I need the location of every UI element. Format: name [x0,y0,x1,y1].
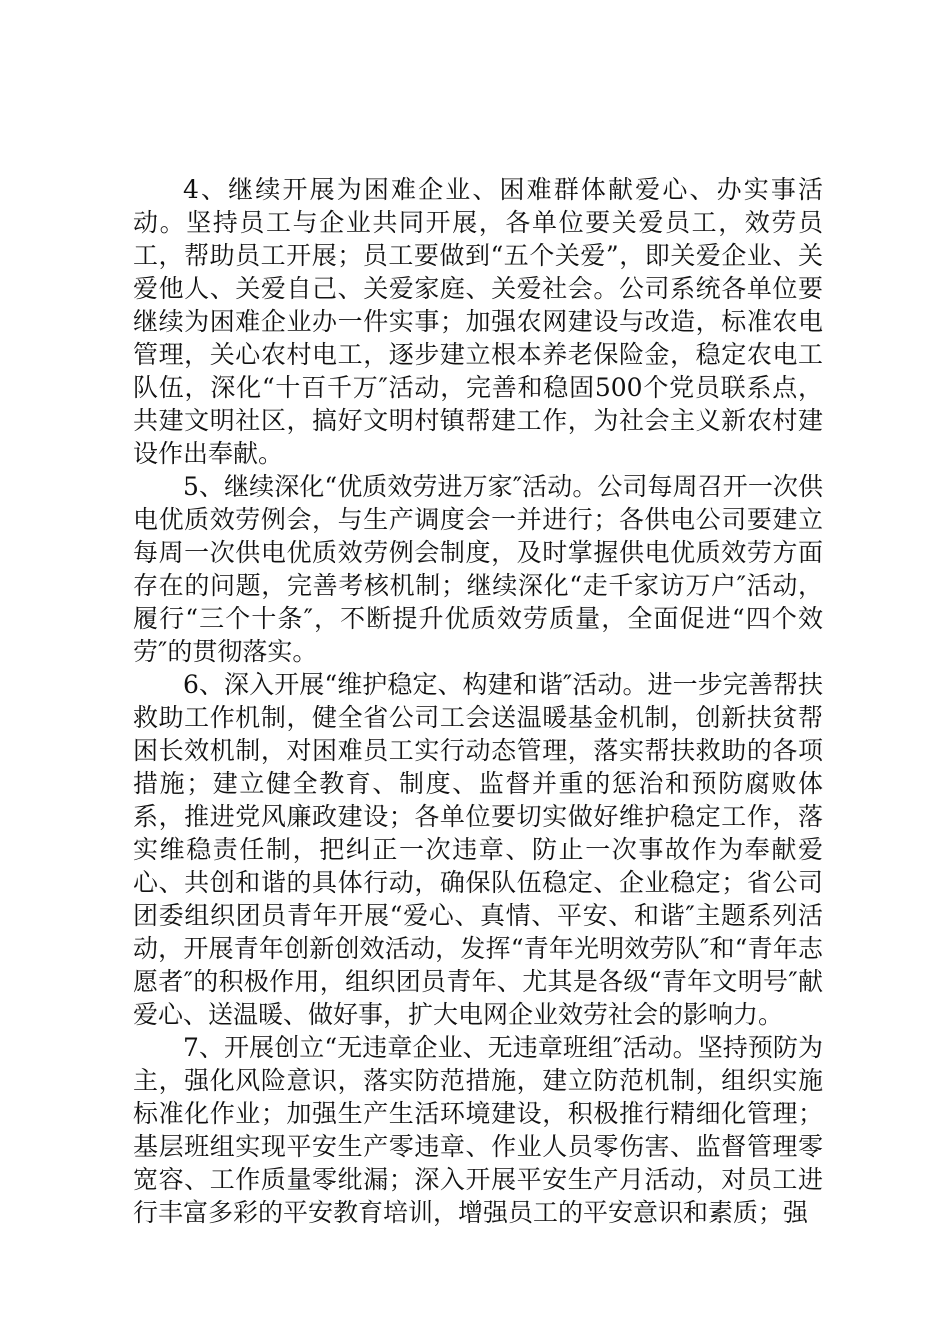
paragraph-item-5: 5、继续深化“优质效劳进万家″活动。公司每周召开一次供电优质效劳例会，与生产调度会一并进行；各供电公司要建立每周一次供电优质效劳例会制度，及时掌握供电优质效劳方面存在的问题，完善考核机制；继续深化“走千家访万户″活动，履行“三个十条″，不断提升优质效劳质量，全面促进“四个效劳″的贯彻落实。 [133,472,823,666]
document-body [133,173,823,1229]
paragraph-item-6: 6、深入开展“维护稳定、构建和谐″活动。进一步完善帮扶救助工作机制，健全省公司工会送温暖基金机制，创新扶贫帮困长效机制，对困难员工实行动态管理，落实帮扶救助的各项措施；建立健全教育、制度、监督并重的惩治和预防腐败体系，推进党风廉政建设；各单位要切实做好维护稳定工作，落实维稳责任制，把纠正一次违章、防止一次事故作为奉献爱心、共创和谐的具体行动，确保队伍稳定、企业稳定；省公司团委组织团员青年开展“爱心、真情、平安、和谐″主题系列活动，开展青年创新创效活动，发挥“青年光明效劳队″和“青年志愿者″的积极作用，组织团员青年、尤其是各级“青年文明号″献爱心、送温暖、做好事，扩大电网企业效劳社会的影响力。 [133,670,823,1029]
paragraph-item-7: 7、开展创立“无违章企业、无违章班组″活动。坚持预防为主，强化风险意识，落实防范措施，建立防范机制，组织实施标准化作业；加强生产生活环境建设，积极推行精细化管理；基层班组实现平安生产零违章、作业人员零伤害、监督管理零宽容、工作质量零纰漏；深入开展平安生产月活动，对员工进行丰富多彩的平安教育培训，增强员工的平安意识和素质；强 [133,1033,823,1227]
paragraph-item-4: 4、继续开展为困难企业、困难群体献爱心、办实事活动。坚持员工与企业共同开展，各单位要关爱员工，效劳员工，帮助员工开展；员工要做到“五个关爱”，即关爱企业、关爱他人、关爱自己、关爱家庭、关爱社会。公司系统各单位要继续为困难企业办一件实事；加强农网建设与改造，标准农电管理，关心农村电工，逐步建立根本养老保险金，稳定农电工队伍，深化“十百千万″活动，完善和稳固500个党员联系点，共建文明社区，搞好文明村镇帮建工作，为社会主义新农村建设作出奉献。 [133,175,823,468]
